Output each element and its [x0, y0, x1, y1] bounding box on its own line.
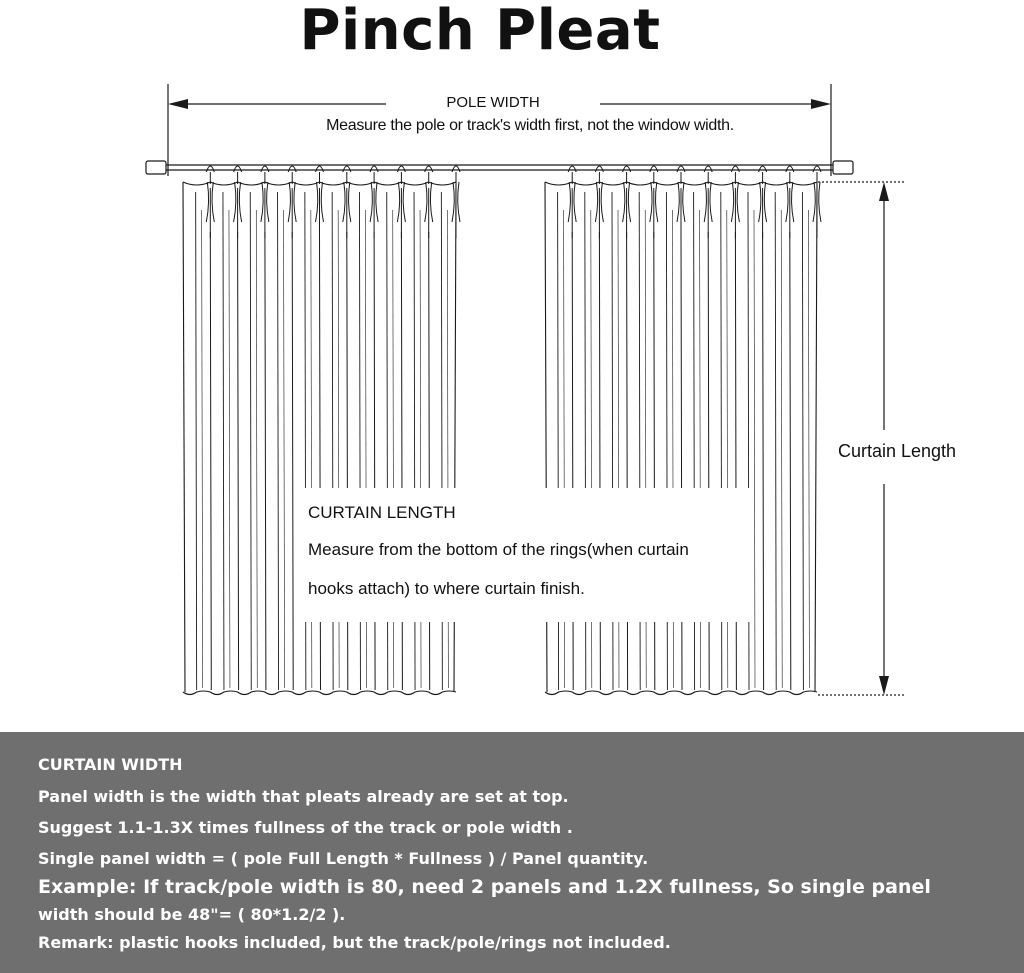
curtain-hem: [545, 691, 817, 695]
curtain-ring: [650, 166, 658, 172]
fold-line: [763, 232, 764, 690]
curtain-ring: [425, 166, 433, 172]
curtain-ring: [316, 166, 324, 172]
pinch-pleat: [623, 182, 631, 238]
curtain-ring: [704, 166, 712, 172]
curtain-width-line: Example: If track/pole width is 80, need 2 panels and 1.2X fullness, So single panel: [38, 876, 931, 898]
pinch-pleat: [370, 182, 378, 238]
curtain-width-heading: CURTAIN WIDTH: [38, 755, 183, 774]
curtain-width-line: Panel width is the width that pleats already are set at top.: [38, 787, 569, 806]
curtain-width-line: Suggest 1.1-1.3X times fullness of the track or pole width .: [38, 818, 573, 837]
fold-line: [292, 232, 293, 690]
curtain-ring: [759, 166, 767, 172]
fold-line: [210, 232, 211, 690]
fold-line: [808, 210, 809, 688]
fold-line: [265, 232, 266, 690]
fold-line: [256, 210, 257, 688]
pinch-pleat: [595, 182, 603, 238]
curtain-ring: [343, 166, 351, 172]
curtain-ring: [731, 166, 739, 172]
pinch-pleat: [759, 182, 767, 238]
fold-line: [781, 210, 782, 688]
pinch-pleat: [261, 182, 269, 238]
pinch-pleat: [316, 182, 324, 238]
curtain-ring: [786, 166, 794, 172]
curtain-width-panel: [0, 732, 1024, 973]
callout-line: Measure from the bottom of the rings(when curtain: [308, 540, 689, 559]
curtain-length-callout: [300, 488, 752, 622]
pinch-pleat: [343, 182, 351, 238]
curtain-ring: [623, 166, 631, 172]
pinch-pleat: [677, 182, 685, 238]
fold-line: [790, 232, 791, 690]
pole-width-label: POLE WIDTH: [388, 94, 598, 111]
pinch-pleat: [425, 182, 433, 238]
curtain-ring: [568, 166, 576, 172]
pinch-pleat: [704, 182, 712, 238]
curtain-ring: [813, 166, 821, 172]
pinch-pleat: [397, 182, 405, 238]
remark-line: Remark: plastic hooks included, but the track/pole/rings not included.: [38, 933, 671, 952]
fold-line: [775, 192, 776, 690]
curtain-ring: [595, 166, 603, 172]
fold-line: [238, 232, 239, 690]
curtain-ring: [234, 166, 242, 172]
curtain-hem: [183, 691, 456, 695]
pinch-pleat: [452, 182, 460, 238]
fold-line: [754, 210, 755, 688]
callout-line: hooks attach) to where curtain finish.: [308, 579, 585, 598]
fold-line: [802, 192, 803, 690]
fold-line: [284, 210, 285, 688]
curtain-ring: [261, 166, 269, 172]
curtain-width-line: Single panel width = ( pole Full Length * Fullness ) / Panel quantity.: [38, 849, 649, 868]
pinch-pleat: [288, 182, 296, 238]
page-title: Pinch Pleat: [299, 0, 661, 63]
fold-line: [229, 210, 230, 688]
fold-line: [196, 192, 197, 690]
curtain-length-label: Curtain Length: [830, 439, 964, 463]
curtain-edge: [183, 182, 185, 692]
fold-line: [278, 192, 279, 690]
curtain-ring: [288, 166, 296, 172]
pinch-pleat: [650, 182, 658, 238]
pinch-pleat: [234, 182, 242, 238]
pinch-pleat: [813, 182, 821, 238]
pinch-pleat: [786, 182, 794, 238]
fold-line: [202, 210, 203, 688]
pinch-pleat: [206, 182, 214, 238]
curtain-ring: [452, 166, 460, 172]
curtain-ring: [397, 166, 405, 172]
curtain-ring: [206, 166, 214, 172]
curtain-edge: [815, 182, 817, 692]
curtain-ring: [370, 166, 378, 172]
curtain-ring: [677, 166, 685, 172]
pinch-pleat: [731, 182, 739, 238]
curtain-pole: [146, 161, 853, 174]
callout-heading: CURTAIN LENGTH: [308, 503, 456, 522]
curtain-width-line: width should be 48"= ( 80*1.2/2 ).: [38, 905, 346, 924]
fold-line: [250, 192, 251, 690]
pinch-pleat: [568, 182, 576, 238]
pole-width-note: Measure the pole or track's width first, not the window width.: [326, 117, 734, 134]
fold-line: [223, 192, 224, 690]
